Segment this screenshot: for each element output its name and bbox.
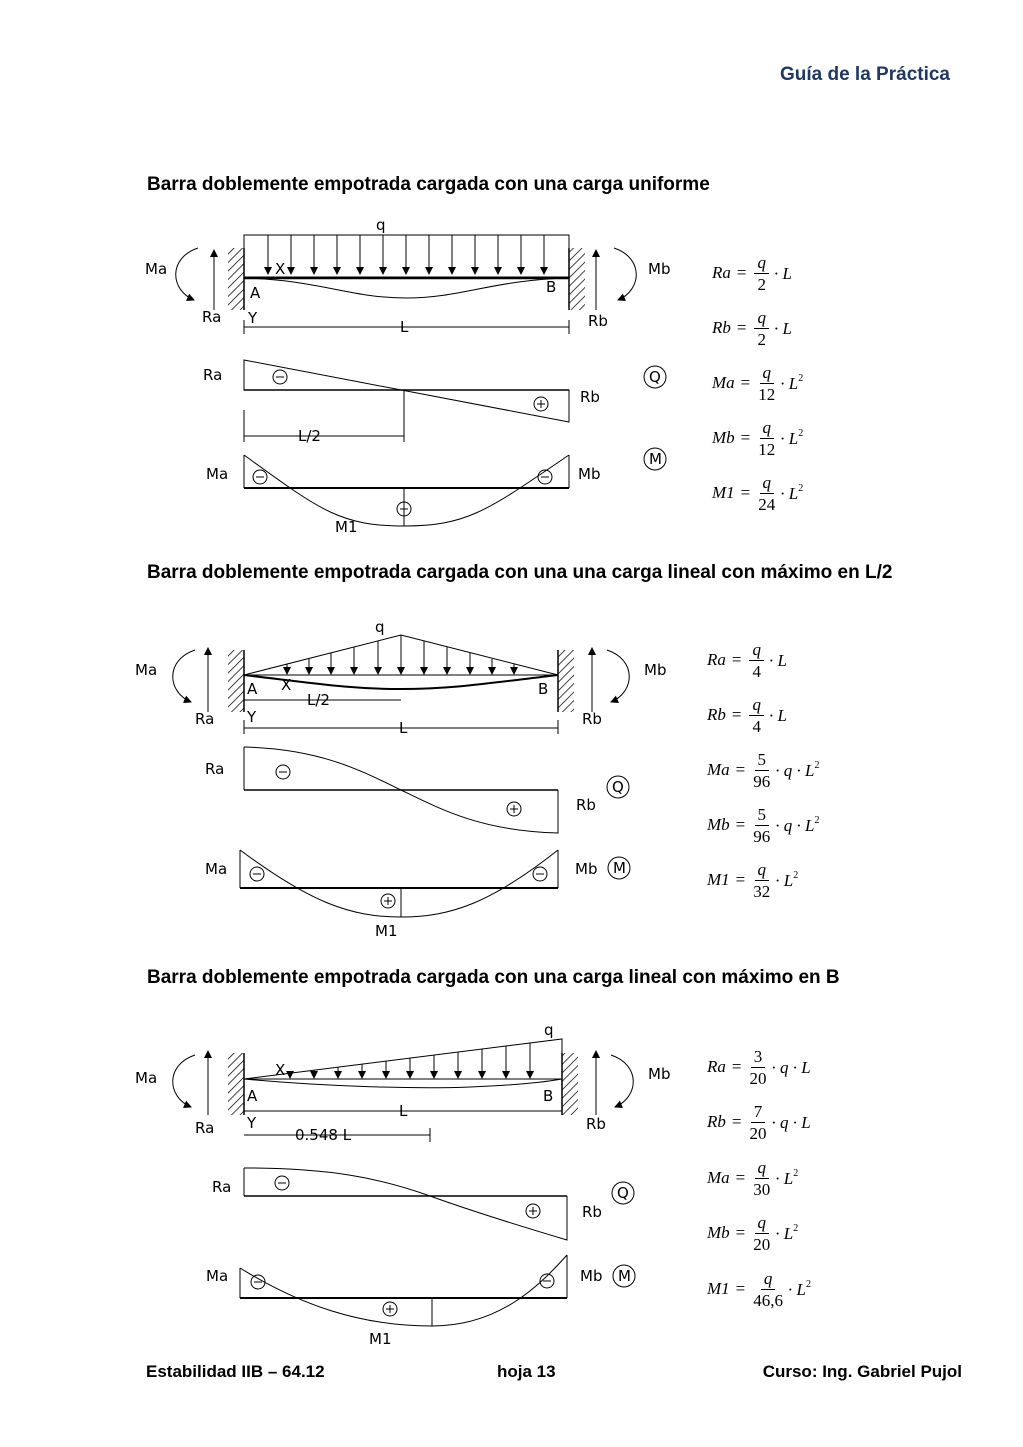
formula-den: 4 (752, 661, 761, 681)
formula-exponent: 2 (793, 1222, 799, 1234)
formula-rest: · L (780, 428, 799, 448)
formula-den: 2 (757, 274, 766, 294)
formula-exponent: 2 (805, 1278, 811, 1290)
m-icon-label: M (613, 859, 626, 877)
moment-label-ma: Ma (205, 860, 228, 878)
label-ma: Ma (135, 1069, 158, 1087)
left-support (228, 1053, 244, 1115)
formula-rest: · L (768, 705, 787, 725)
formula-rest: · q · L (771, 1057, 811, 1077)
label-a: A (247, 1087, 258, 1105)
formula-rb: Rb = $\frac{q}{4}$ · L (707, 694, 787, 736)
formula-rest: · L (788, 1279, 806, 1299)
label-rb: Rb (588, 312, 608, 330)
moment-label-mb: Mb (575, 860, 598, 878)
formula-den: 20 (749, 1068, 767, 1088)
load-arrows (287, 635, 514, 674)
formula-num: 5 (755, 751, 770, 771)
formula-num: q (760, 364, 775, 384)
formula-num: 3 (751, 1048, 766, 1068)
shear-label-ra: Ra (203, 366, 223, 384)
page-header-title: Guía de la Práctica (779, 64, 950, 85)
right-support (562, 1053, 578, 1115)
formula-rest: · L (775, 1168, 794, 1188)
formula-den: 30 (753, 1179, 771, 1199)
section-2-diagram (0, 612, 700, 947)
section-3-diagram (0, 1015, 700, 1355)
formula-exponent: 2 (798, 427, 804, 439)
formula-den: 32 (753, 881, 771, 901)
formula-m1: M1 = $\frac{q}{46,6}$ · $L^2$ (707, 1268, 811, 1310)
moment-label-mb: Mb (580, 1267, 603, 1285)
formula-rest: · q · L (771, 1112, 811, 1132)
formula-num: q (749, 696, 764, 716)
triangular-load (244, 1039, 562, 1079)
formula-mb: Mb = $\frac{q}{12}$ · $L^2$ (712, 417, 804, 459)
formula-lhs: M1 (707, 1279, 730, 1298)
moment-label-mb: Mb (578, 465, 601, 483)
label-mb: Mb (648, 1065, 671, 1083)
formula-lhs: Mb (707, 1223, 730, 1242)
label-y: Y (248, 309, 258, 327)
formula-rb: Rb = $\frac{7}{20}$ · q · L (707, 1101, 811, 1143)
label-m1: M1 (369, 1330, 392, 1348)
formula-mb: Mb = $\frac{q}{20}$ · $L^2$ (707, 1212, 799, 1254)
formula-rest: · L (768, 650, 787, 670)
formula-rest: · L (775, 1223, 794, 1243)
section-3-title: Barra doblemente empotrada cargada con una carga lineal con máximo en B (147, 967, 840, 988)
formula-num: q (749, 641, 764, 661)
formula-ra: Ra = $\frac{3}{20}$ · q · L (707, 1046, 811, 1088)
formula-rest: · q · L (775, 760, 815, 780)
formula-rest: · L (780, 483, 799, 503)
label-b: B (546, 278, 557, 296)
q-icon-label: Q (612, 778, 624, 796)
label-x: X (281, 676, 292, 694)
label-x: X (275, 1061, 286, 1079)
formula-num: q (755, 1214, 770, 1234)
moment-ma-arrow (173, 650, 195, 702)
footer-course-code: Estabilidad IIB – 64.12 (146, 1362, 325, 1381)
moment-ma-arrow (176, 248, 198, 300)
label-half-length: L/2 (298, 427, 321, 445)
label-m1: M1 (335, 518, 358, 536)
formula-num: q (754, 254, 769, 274)
formula-den: 46,6 (753, 1290, 784, 1310)
q-icon-label: Q (649, 368, 661, 386)
formula-lhs: Ma (707, 1168, 730, 1187)
label-a: A (250, 284, 261, 302)
load-arrows (268, 235, 544, 274)
label-ra: Ra (195, 1119, 215, 1137)
label-rb: Rb (582, 710, 602, 728)
label-l: L (400, 318, 409, 336)
formula-exponent: 2 (814, 814, 820, 826)
label-max-moment-distance: 0.548 L (295, 1126, 352, 1144)
formula-rb: Rb = $\frac{q}{2}$ · L (712, 307, 792, 349)
label-half-length: L/2 (307, 691, 330, 709)
moment-ma-arrow (173, 1055, 195, 1107)
formula-lhs: Ra (707, 650, 726, 669)
moment-diagram (240, 1255, 567, 1326)
label-b: B (543, 1087, 554, 1105)
m-icon-label: M (618, 1267, 631, 1285)
formula-ma: Ma = $\frac{5}{96}$ · $q \cdot L^2$ (707, 749, 820, 791)
footer-page-number: hoja 13 (497, 1362, 556, 1381)
label-ra: Ra (202, 308, 222, 326)
formula-lhs: Ra (707, 1057, 726, 1076)
label-y: Y (247, 708, 257, 726)
formula-num: q (755, 861, 770, 881)
formula-den: 12 (758, 439, 776, 459)
formula-den: 96 (753, 771, 771, 791)
formula-num: q (760, 474, 775, 494)
load-label-q: q (376, 216, 386, 234)
deflection-curve (244, 1079, 562, 1088)
label-rb: Rb (586, 1115, 606, 1133)
label-a: A (247, 680, 258, 698)
formula-den: 96 (753, 826, 771, 846)
label-ma: Ma (135, 661, 158, 679)
formula-mb: Mb = $\frac{5}{96}$ · $q \cdot L^2$ (707, 804, 820, 846)
formula-ra: Ra = $\frac{q}{2}$ · L (712, 252, 792, 294)
section-1-title: Barra doblemente empotrada cargada con una carga uniforme (147, 174, 710, 195)
formula-lhs: Rb (707, 705, 726, 724)
formula-exponent: 2 (814, 759, 820, 771)
formula-ma: Ma = $\frac{q}{30}$ · $L^2$ (707, 1157, 799, 1199)
formula-den: 12 (758, 384, 776, 404)
formula-ma: Ma = $\frac{q}{12}$ · $L^2$ (712, 362, 804, 404)
moment-mb-arrow (614, 248, 636, 300)
formula-lhs: Ra (712, 263, 731, 282)
formula-num: q (761, 1270, 776, 1290)
moment-label-ma: Ma (206, 465, 229, 483)
formula-num: q (760, 419, 775, 439)
footer-instructor: Curso: Ing. Gabriel Pujol (762, 1362, 962, 1381)
label-x: X (275, 260, 286, 278)
formula-lhs: Rb (707, 1112, 726, 1131)
m-icon-label: M (649, 450, 662, 468)
formula-lhs: Ma (712, 373, 735, 392)
label-m1: M1 (375, 922, 398, 940)
formula-ra: Ra = $\frac{q}{4}$ · L (707, 639, 787, 681)
formula-rest: · L (775, 870, 794, 890)
formula-lhs: Ma (707, 760, 730, 779)
formula-num: 5 (755, 806, 770, 826)
shear-label-ra: Ra (205, 760, 225, 778)
formula-lhs: Mb (707, 815, 730, 834)
right-support (569, 248, 585, 310)
formula-lhs: M1 (707, 870, 730, 889)
moment-diagram (240, 850, 558, 917)
load-label-q: q (544, 1021, 554, 1039)
label-ra: Ra (195, 710, 215, 728)
formula-den: 20 (753, 1234, 771, 1254)
load-label-q: q (375, 618, 385, 636)
moment-mb-arrow (607, 650, 629, 702)
formula-exponent: 2 (798, 482, 804, 494)
shear-label-rb: Rb (582, 1203, 602, 1221)
moment-label-ma: Ma (206, 1267, 229, 1285)
shear-label-ra: Ra (212, 1178, 232, 1196)
formula-rest: · L (780, 373, 799, 393)
label-b: B (538, 680, 549, 698)
shear-label-rb: Rb (576, 796, 596, 814)
formula-den: 24 (758, 494, 776, 514)
formula-num: 7 (751, 1103, 766, 1123)
label-y: Y (247, 1114, 257, 1132)
formula-exponent: 2 (793, 1167, 799, 1179)
formula-rest: · L (773, 263, 792, 283)
formula-m1: M1 = $\frac{q}{24}$ · $L^2$ (712, 472, 804, 514)
label-mb: Mb (644, 661, 667, 679)
load-arrows (290, 1043, 530, 1078)
formula-lhs: Mb (712, 428, 735, 447)
formula-rest: · q · L (775, 815, 815, 835)
formula-den: 20 (749, 1123, 767, 1143)
label-l: L (399, 1102, 408, 1120)
formula-den: 2 (757, 329, 766, 349)
left-support (228, 650, 244, 712)
label-l: L (399, 719, 408, 737)
moment-mb-arrow (611, 1055, 633, 1107)
formula-exponent: 2 (793, 869, 799, 881)
shear-label-rb: Rb (580, 388, 600, 406)
left-support (228, 248, 244, 310)
formula-rest: · L (773, 318, 792, 338)
label-mb: Mb (648, 260, 671, 278)
right-support (558, 650, 574, 712)
formula-m1: M1 = $\frac{q}{32}$ · $L^2$ (707, 859, 799, 901)
label-ma: Ma (145, 260, 168, 278)
q-icon-label: Q (617, 1184, 629, 1202)
deflection-curve (244, 278, 569, 298)
formula-lhs: Rb (712, 318, 731, 337)
formula-den: 4 (752, 716, 761, 736)
section-1-diagram (0, 210, 700, 540)
shear-diagram (244, 360, 569, 422)
formula-num: q (755, 1159, 770, 1179)
formula-lhs: M1 (712, 483, 735, 502)
formula-num: q (754, 309, 769, 329)
section-2-title: Barra doblemente empotrada cargada con una una carga lineal con máximo en L/2 (147, 562, 893, 583)
shear-diagram (244, 1168, 567, 1240)
formula-exponent: 2 (798, 372, 804, 384)
